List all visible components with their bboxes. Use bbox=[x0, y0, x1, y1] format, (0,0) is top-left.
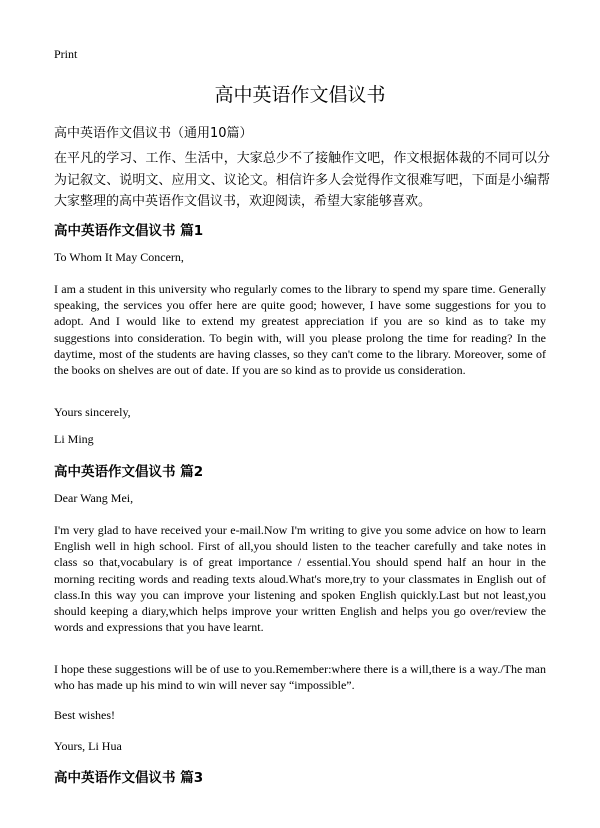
letter-body-2: I'm very glad to have received your e-mail.Now I'm writing to give you some advice on how to learn English well in high school. First of all,you should listen to the teacher carefully and take notes in class so that,vocabulary is of great importance / essential.You should spend half an hour in the morning reciting words and reading texts aloud.What's more,try to your classmates in English out of class.In this way you can improve your listening and spoken English quickly.Last but not least,you should keeping a diary,which helps improve your written English and helps you go over/review the words and expressions that you have learnt. bbox=[54, 523, 546, 635]
salutation-1: To Whom It May Concern, bbox=[54, 250, 184, 264]
section-heading-2: 高中英语作文倡议书 篇2 bbox=[54, 464, 204, 480]
intro-paragraph: 在平凡的学习、工作、生活中，大家总少不了接触作文吧，作文根据体裁的不同可以分为记叙文、说明文、应用文、议论文。相信许多人会觉得作文很难写吧，下面是小编帮大家整理的高中英语作文倡议书，欢迎阅读，希望大家能够喜欢。 bbox=[54, 151, 550, 209]
salutation-2: Dear Wang Mei, bbox=[54, 491, 134, 505]
letter-body-2-conclusion: I hope these suggestions will be of use to you.Remember:where there is a will,there is a way./The man who has made up his mind to win will never say “impossible”. bbox=[54, 662, 546, 693]
section-heading-3: 高中英语作文倡议书 篇3 bbox=[54, 770, 204, 786]
signature-2: Yours, Li Hua bbox=[54, 739, 122, 753]
closing-2: Best wishes! bbox=[54, 708, 115, 722]
page-title: 高中英语作文倡议书 bbox=[214, 84, 386, 106]
letter-body-1: I am a student in this university who regularly comes to the library to spend my spare time. Generally speaking, the services you offer here are quite good; however, I have some suggestions for you to adopt. And I would like to extend my greatest appreciation if you are so kind as to take my suggestions into consideration. To begin with, will you please prolong the time for reading? In the daytime, most of the students are having classes, so they can't come to the library. Moreover, some of the books on shelves are out of date. If you are so kind as to provide us consideration. bbox=[54, 282, 546, 378]
document-subtitle: 高中英语作文倡议书（通用10篇） bbox=[54, 126, 253, 141]
section-heading-1: 高中英语作文倡议书 篇1 bbox=[54, 223, 204, 239]
signature-1: Li Ming bbox=[54, 432, 94, 446]
closing-1: Yours sincerely, bbox=[54, 405, 131, 419]
print-link[interactable]: Print bbox=[54, 47, 78, 61]
